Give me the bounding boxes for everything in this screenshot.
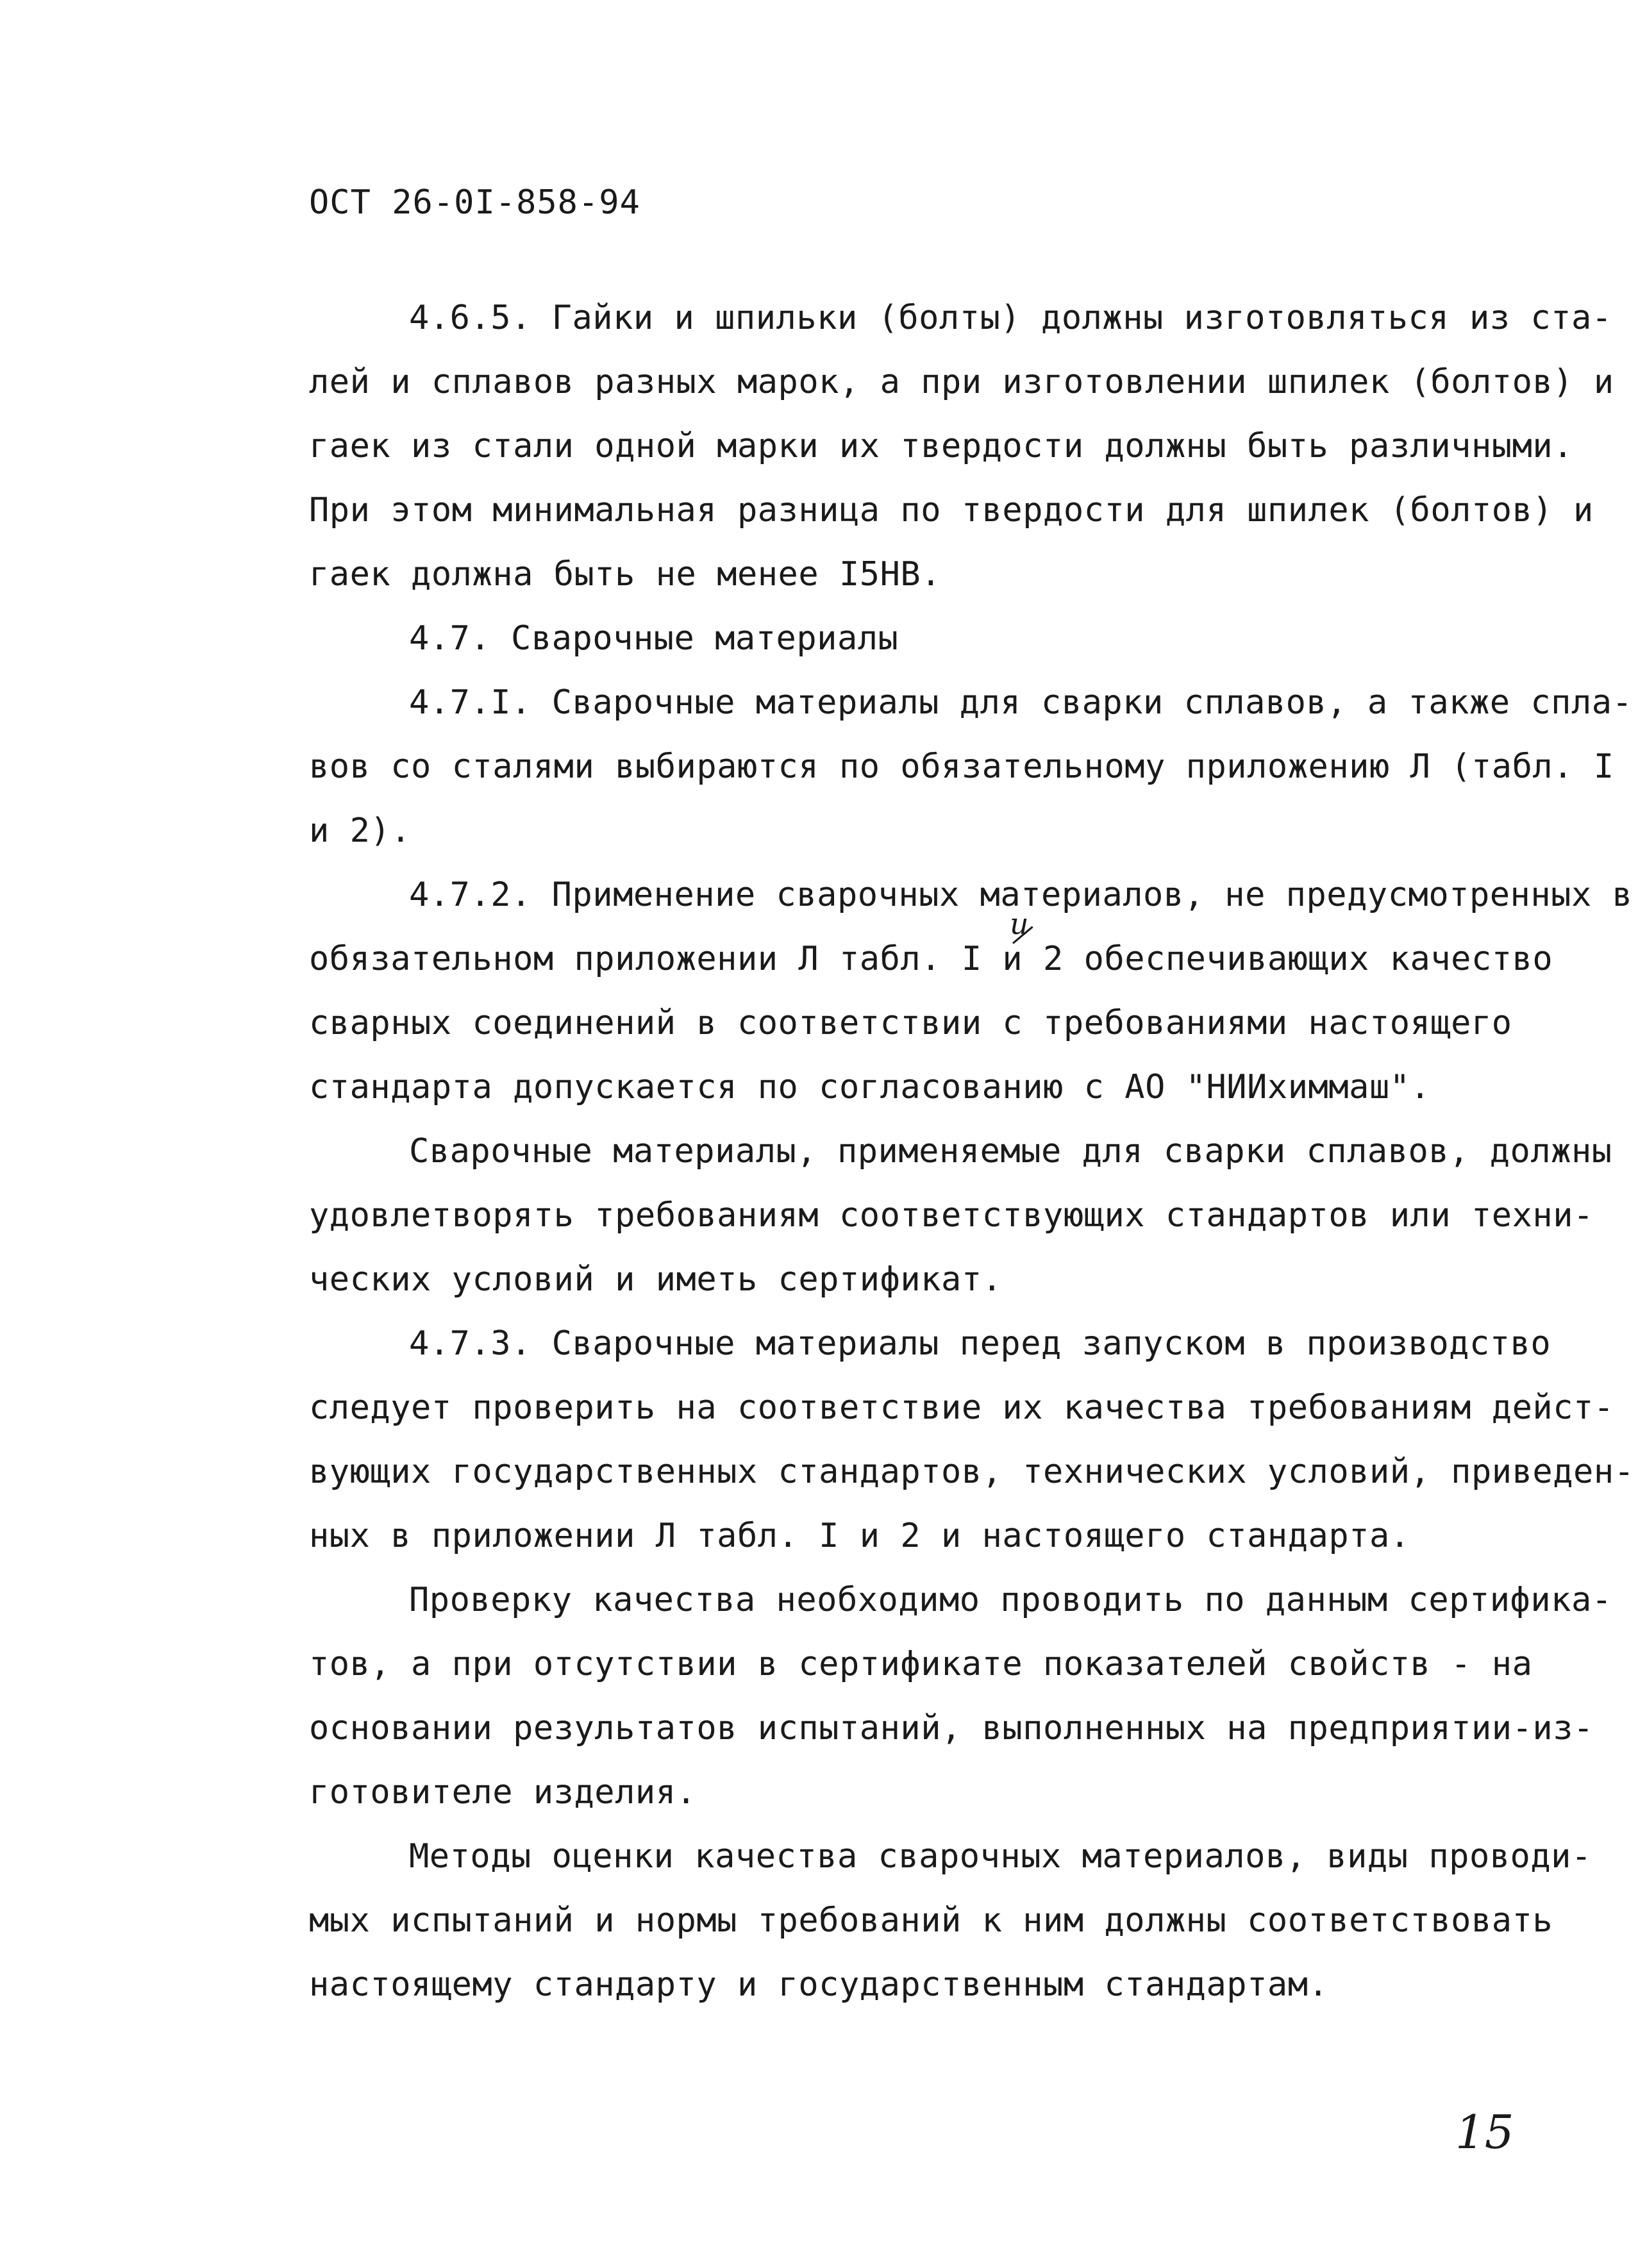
text-line: ческих условий и иметь сертификат.	[309, 1260, 1003, 1299]
text-line: удовлетворять требованиям соответствующих стандартов или техни-	[309, 1196, 1594, 1235]
handwritten-insert: и	[1010, 906, 1029, 941]
text-line: и 2).	[309, 812, 412, 850]
text-line: тов, а при отсутствии в сертификате показателей свойств - на	[309, 1645, 1533, 1683]
text-line: сварных соединений в соответствии с требованиями настоящего	[309, 1004, 1512, 1042]
text-line: основании результатов испытаний, выполненных на предприятии-из-	[309, 1709, 1594, 1747]
text-line: вующих государственных стандартов, технических условий, приведен-	[309, 1453, 1635, 1491]
text-line: 4.7.3. Сварочные материалы перед запуском в производство	[409, 1324, 1551, 1363]
text-line: мых испытаний и нормы требований к ним должны соответствовать	[309, 1901, 1553, 1940]
text-line: Проверку качества необходимо проводить по данным сертифика-	[409, 1581, 1612, 1619]
text-line: 4.7.I. Сварочные материалы для сварки сплавов, а также спла-	[409, 683, 1633, 722]
page-number: 15	[1455, 2105, 1514, 2159]
text-line: При этом минимальная разница по твердости для шпилек (болтов) и	[309, 491, 1594, 529]
text-line: обязательном приложении Л табл. I и 2 обеспечивающих качество	[309, 940, 1553, 978]
text-line: следует проверить на соответствие их качества требованиям дейст-	[309, 1388, 1614, 1427]
text-line: ных в приложении Л табл. I и 2 и настоящего стандарта.	[309, 1517, 1410, 1555]
text-line: Методы оценки качества сварочных материалов, виды проводи-	[409, 1837, 1592, 1876]
text-line: гаек из стали одной марки их твердости должны быть различными.	[309, 427, 1574, 465]
text-line: 4.7.2. Применение сварочных материалов, не предусмотренных в	[409, 876, 1633, 914]
text-line: лей и сплавов разных марок, а при изготовлении шпилек (болтов) и	[309, 363, 1614, 401]
text-line: стандарта допускается по согласованию с АО "НИИхиммаш".	[309, 1068, 1431, 1106]
text-line: 4.6.5. Гайки и шпильки (болты) должны изготовляться из ста-	[409, 299, 1612, 337]
section-heading: 4.7. Сварочные материалы	[409, 619, 899, 658]
text-line: гаек должна быть не менее I5HB.	[309, 555, 942, 594]
text-line: готовителе изделия.	[309, 1773, 697, 1812]
text-line: настоящему стандарту и государственным стандартам.	[309, 1965, 1329, 2004]
text-line: вов со сталями выбираются по обязательному приложению Л (табл. I	[309, 747, 1614, 786]
text-line: Сварочные материалы, применяемые для сварки сплавов, должны	[409, 1132, 1612, 1171]
document-code: ОСТ 26-0I-858-94	[309, 183, 640, 222]
